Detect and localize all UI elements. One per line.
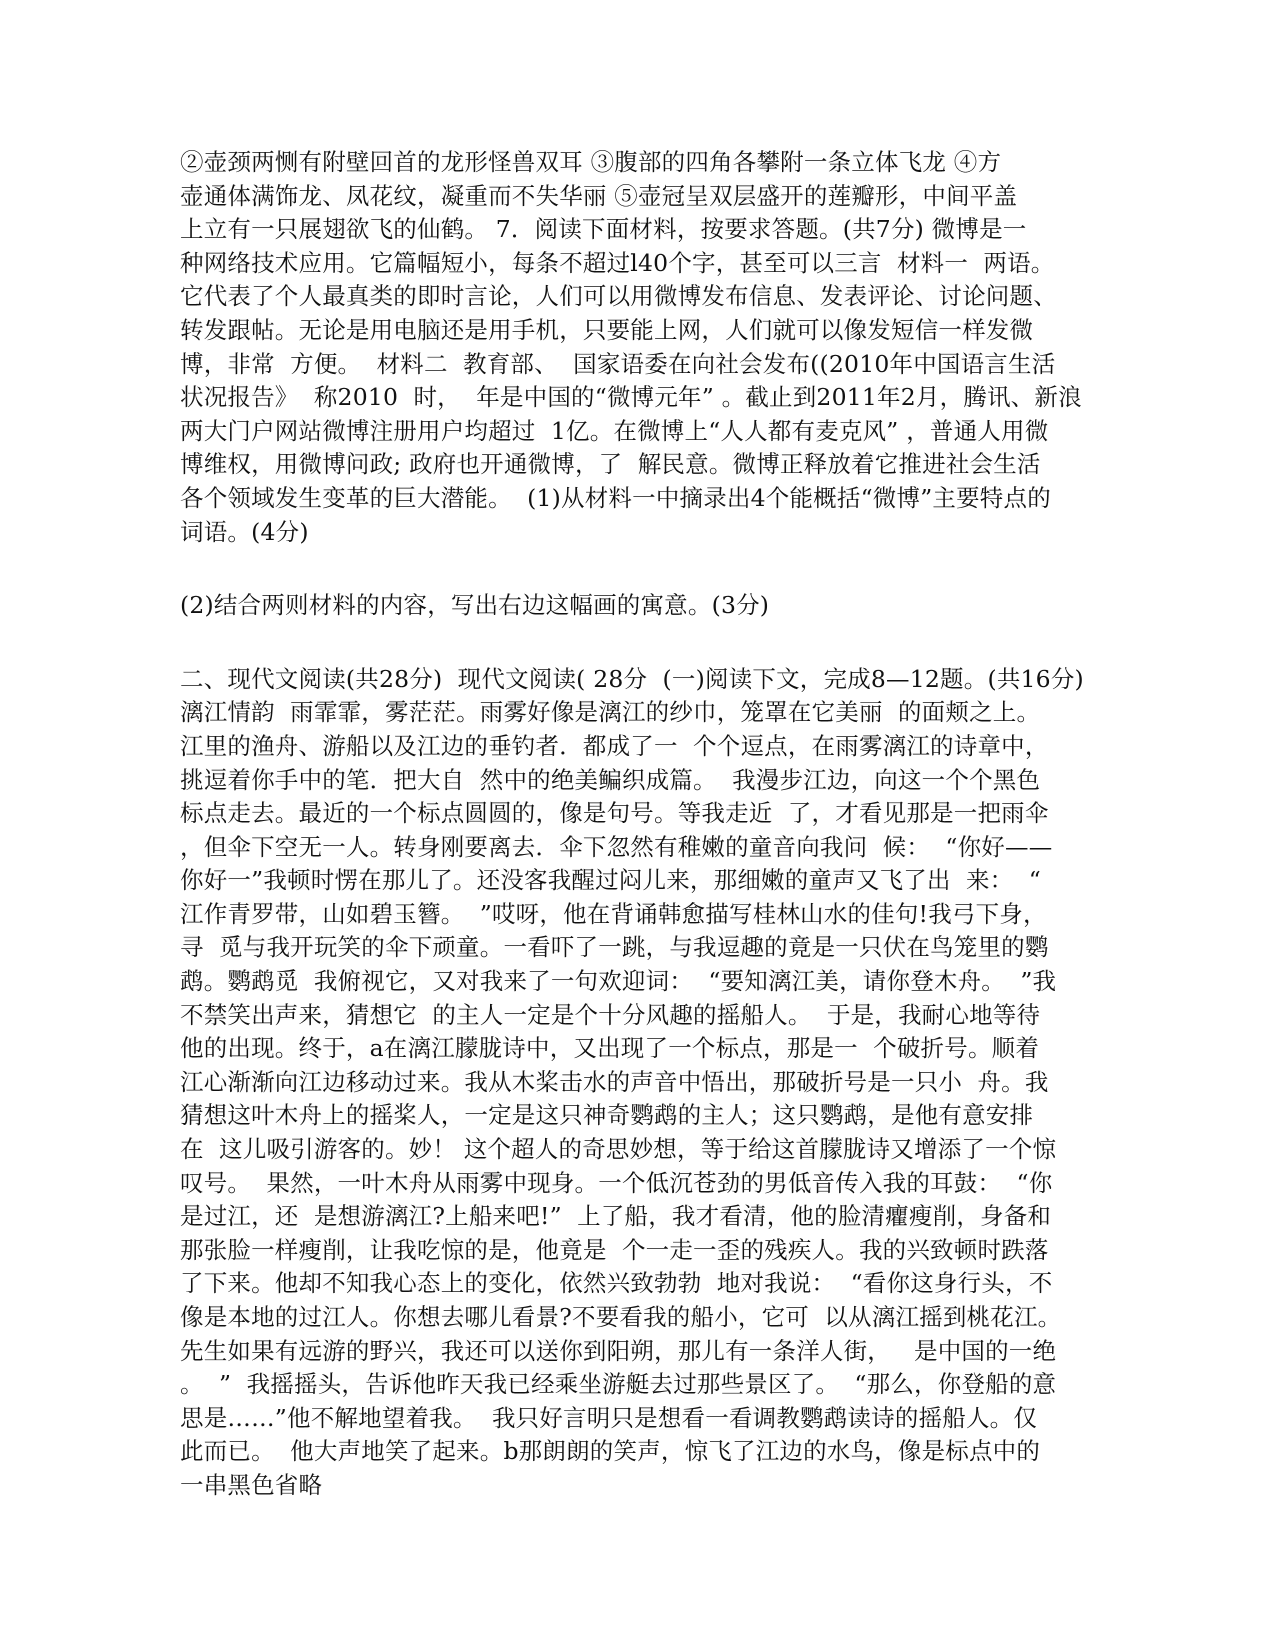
- paragraph-spacer: [180, 623, 1080, 663]
- text-line: 你好一”我顿时愣在那儿了。还没客我醒过闷儿来，那细嫩的童声又飞了出 来： “: [180, 866, 1041, 895]
- text-line: (2)结合两则材料的内容，写出右边这幅画的寓意。(3分): [180, 591, 770, 620]
- text-line: 寻 觅与我开玩笑的伞下顽童。一看吓了一跳，与我逗趣的竟是一只伏在鸟笼里的鹦: [180, 933, 1049, 962]
- text-line: 它代表了个人最真类的即时言论，人们可以用微博发布信息、发表评论、讨论问题、: [180, 282, 1057, 311]
- text-line: 思是……”他不解地望着我。 我只好言明只是想看一看调教鹦鹉读诗的摇船人。仅: [180, 1403, 1038, 1432]
- text-line: 上立有一只展翅欲飞的仙鹤。 7．阅读下面材料，按要求答题。(共7分) 微博是一: [180, 215, 1027, 244]
- text-line: 漓江情韵 雨霏霏，雾茫茫。雨雾好像是漓江的纱巾，笼罩在它美丽 的面颊之上。: [180, 698, 1041, 727]
- text-line: 江里的渔舟、游船以及江边的垂钓者．都成了一 个个逗点，在雨雾漓江的诗章中，: [180, 731, 1049, 760]
- document-page: [180, 146, 1084, 1503]
- text-line: 江心渐渐向江边移动过来。我从木桨击水的声音中悟出，那破折号是一只小 舟。我: [180, 1067, 1049, 1096]
- text-line: 标点走去。最近的一个标点圆圆的，像是句号。等我走近 了，才看见那是一把雨伞: [180, 799, 1049, 828]
- text-line: 种网络技术应用。它篇幅短小，每条不超过l40个字，甚至可以三言 材料一 两语。: [180, 248, 1055, 277]
- text-line: 他的出现。终于，a在漓江朦胧诗中，又出现了一个标点，那是一 个破折号。顺着: [180, 1034, 1040, 1063]
- text-line: 。 ” 我摇摇头，告诉他昨天我已经乘坐游艇去过那些景区了。 “那么，你登船的意: [180, 1370, 1057, 1399]
- text-line: 江作青罗带，山如碧玉簪。 ”哎呀，他在背诵韩愈描写桂林山水的佳句!我弓下身，: [180, 899, 1047, 928]
- text-line: 不禁笑出声来，猜想它 的主人一定是个十分风趣的摇船人。 于是，我耐心地等待: [180, 1000, 1041, 1029]
- text-line: 博维权，用微博问政; 政府也开通微博，了 解民意。微博正释放着它推进社会生活: [180, 450, 1041, 479]
- text-line: 转发跟帖。无论是用电脑还是用手机，只要能上网，人们就可以像发短信一样发微: [180, 315, 1034, 344]
- text-line: 叹号。 果然，一叶木舟从雨雾中现身。一个低沉苍劲的男低音传入我的耳鼓： “你: [180, 1168, 1053, 1197]
- text-line: 是过江，还 是想游漓江?上船来吧!” 上了船，我才看清，他的脸清癯瘦削，身备和: [180, 1202, 1052, 1231]
- text-line: 状况报告》 称2010 时， 年是中国的“微博元年” 。截止到2011年2月，腾讯、新浪: [180, 383, 1082, 412]
- text-line: 各个领域发生变革的巨大潜能。 (1)从材料一中摘录出4个能概括“微博”主要特点的: [180, 483, 1051, 512]
- text-line: 此而已。 他大声地笑了起来。b那朗朗的笑声，惊飞了江边的水鸟，像是标点中的: [180, 1437, 1041, 1466]
- text-line: 了下来。他却不知我心态上的变化，依然兴致勃勃 地对我说： “看你这身行头，不: [180, 1269, 1053, 1298]
- text-line: 二、现代文阅读(共28分) 现代文阅读( 28分 (一)阅读下文，完成8—12题。(共16分): [180, 664, 1084, 693]
- text-line: 在 这儿吸引游客的。妙！ 这个超人的奇思妙想，等于给这首朦胧诗又增添了一个惊: [180, 1135, 1057, 1164]
- text-line: 博，非常 方便。 材料二 教育部、 国家语委在向社会发布((2010年中国语言生活: [180, 349, 1056, 378]
- text-line: 词语。(4分): [180, 517, 309, 546]
- text-line: 一串黑色省略: [180, 1470, 323, 1499]
- text-line: ②壶颈两恻有附壁回首的龙形怪兽双耳 ③腹部的四角各攀附一条立体飞龙 ④方: [180, 148, 1002, 176]
- question-7-part-2: [180, 589, 1080, 623]
- text-line: 挑逗着你手中的笔．把大自 然中的绝美鳊织成篇。 我漫步江边，向这一个个黑色: [180, 765, 1041, 794]
- question-7-passage: [180, 146, 1080, 549]
- text-line: 像是本地的过江人。你想去哪儿看景?不要看我的船小，它可 以从漓江摇到桃花江。: [180, 1303, 1062, 1331]
- text-line: 两大门户网站微博注册用户均超过 1亿。在微博上“人人都有麦克风” ，普通人用微: [180, 416, 1049, 445]
- text-line: ，但伞下空无一人。转身刚要离去．伞下忽然有稚嫩的童音向我问 候： “你好——: [180, 832, 1053, 861]
- text-line: 猜想这叶木舟上的摇桨人，一定是这只神奇鹦鹉的主人；这只鹦鹉，是他有意安排: [180, 1101, 1034, 1130]
- modern-reading-passage: [180, 663, 1084, 1503]
- paragraph-spacer: [180, 549, 1080, 589]
- text-line: 鹉。鹦鹉觅 我俯视它，又对我来了一句欢迎词： “要知漓江美，请你登木舟。 ”我: [180, 967, 1057, 996]
- text-line: 先生如果有远游的野兴，我还可以送你到阳朔，那儿有一条洋人街， 是中国的一绝: [180, 1336, 1057, 1365]
- text-line: 那张脸一样瘦削，让我吃惊的是，他竟是 个一走一歪的残疾人。我的兴致顿时跌落: [180, 1235, 1049, 1264]
- text-line: 壶通体满饰龙、凤花纹，凝重而不失华丽 ⑤壶冠呈双层盛开的莲瓣形，中间平盖: [180, 181, 1018, 210]
